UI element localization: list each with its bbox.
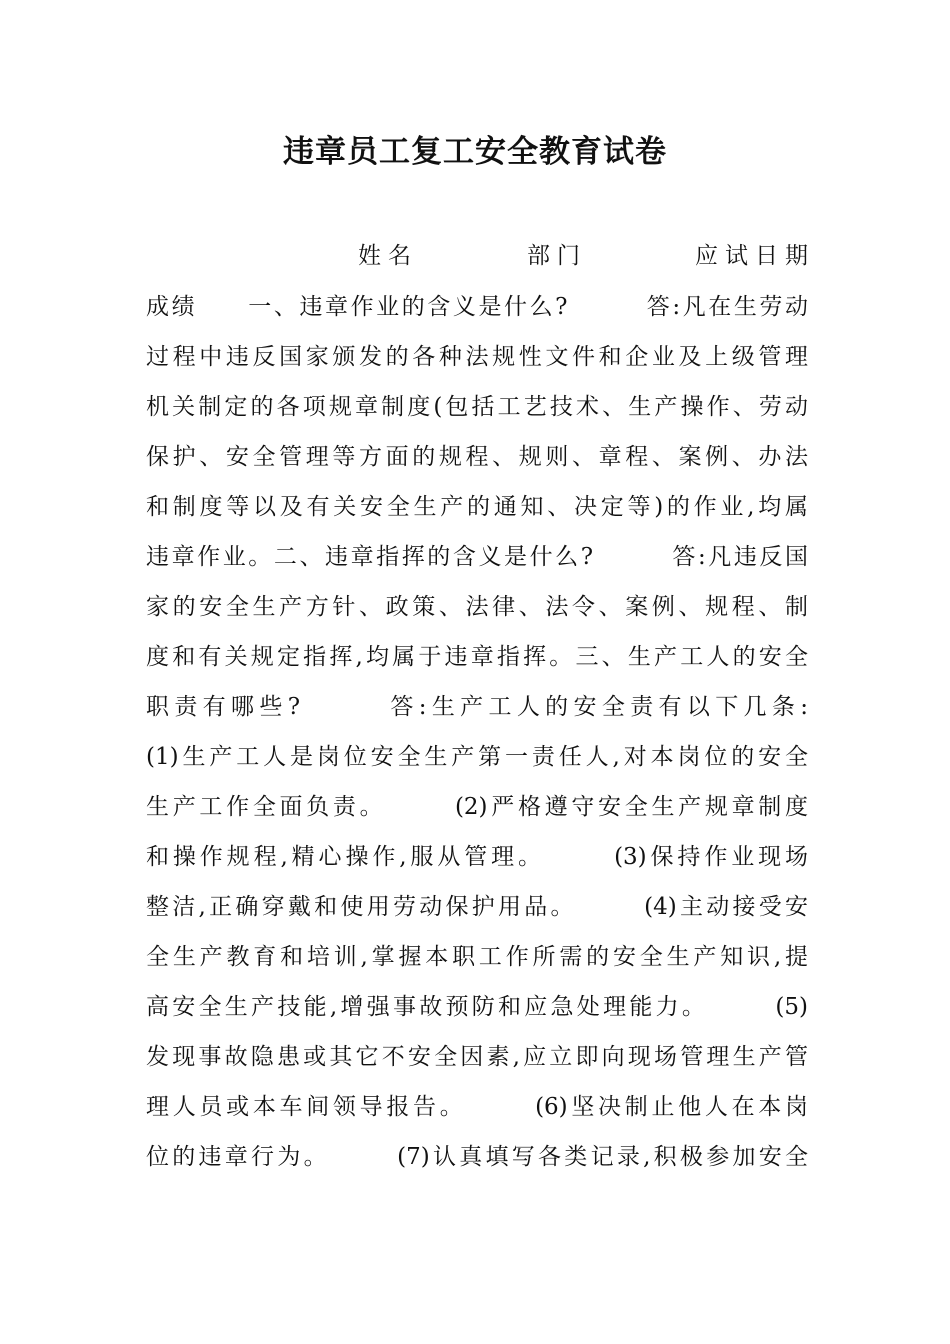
- department-field-label: 部门: [527, 243, 587, 269]
- body-line: 职责有哪些? 答:生产工人的安全责有以下几条:: [146, 694, 808, 720]
- body-line: 和操作规程,精心操作,服从管理。 (3)保持作业现场: [146, 844, 808, 870]
- body-line: 高安全生产技能,增强事故预防和应急处理能力。 (5): [146, 994, 808, 1020]
- body-line: 家的安全生产方针、政策、法律、法令、案例、规程、制: [146, 594, 808, 620]
- body-line: 成绩 一、违章作业的含义是什么? 答:凡在生劳动: [146, 294, 808, 320]
- body-line: 理人员或本车间领导报告。 (6)坚决制止他人在本岗: [146, 1094, 808, 1120]
- body-line: 过程中违反国家颁发的各种法规性文件和企业及上级管理: [146, 344, 808, 370]
- document-body: [146, 284, 808, 1184]
- exam-date-field-label: 应试日期: [695, 243, 815, 269]
- body-line: (1)生产工人是岗位安全生产第一责任人,对本岗位的安全: [146, 744, 808, 770]
- body-line: 违章作业。二、违章指挥的含义是什么? 答:凡违反国: [146, 544, 808, 570]
- body-line: 机关制定的各项规章制度(包括工艺技术、生产操作、劳动: [146, 394, 808, 420]
- exam-header-fields: [0, 236, 950, 276]
- body-line: 和制度等以及有关安全生产的通知、决定等)的作业,均属: [146, 494, 808, 520]
- body-line: 位的违章行为。 (7)认真填写各类记录,积极参加安全: [146, 1144, 808, 1170]
- body-line: 生产工作全面负责。 (2)严格遵守安全生产规章制度: [146, 794, 808, 820]
- body-line: 全生产教育和培训,掌握本职工作所需的安全生产知识,提: [146, 944, 808, 970]
- body-line: 度和有关规定指挥,均属于违章指挥。三、生产工人的安全: [146, 644, 808, 670]
- body-line: 保护、安全管理等方面的规程、规则、章程、案例、办法: [146, 444, 808, 470]
- body-line: 发现事故隐患或其它不安全因素,应立即向现场管理生产管: [146, 1044, 808, 1070]
- document-title: 违章员工复工安全教育试卷: [283, 134, 667, 170]
- name-field-label: 姓名: [358, 243, 418, 269]
- body-line: 整洁,正确穿戴和使用劳动保护用品。 (4)主动接受安: [146, 894, 808, 920]
